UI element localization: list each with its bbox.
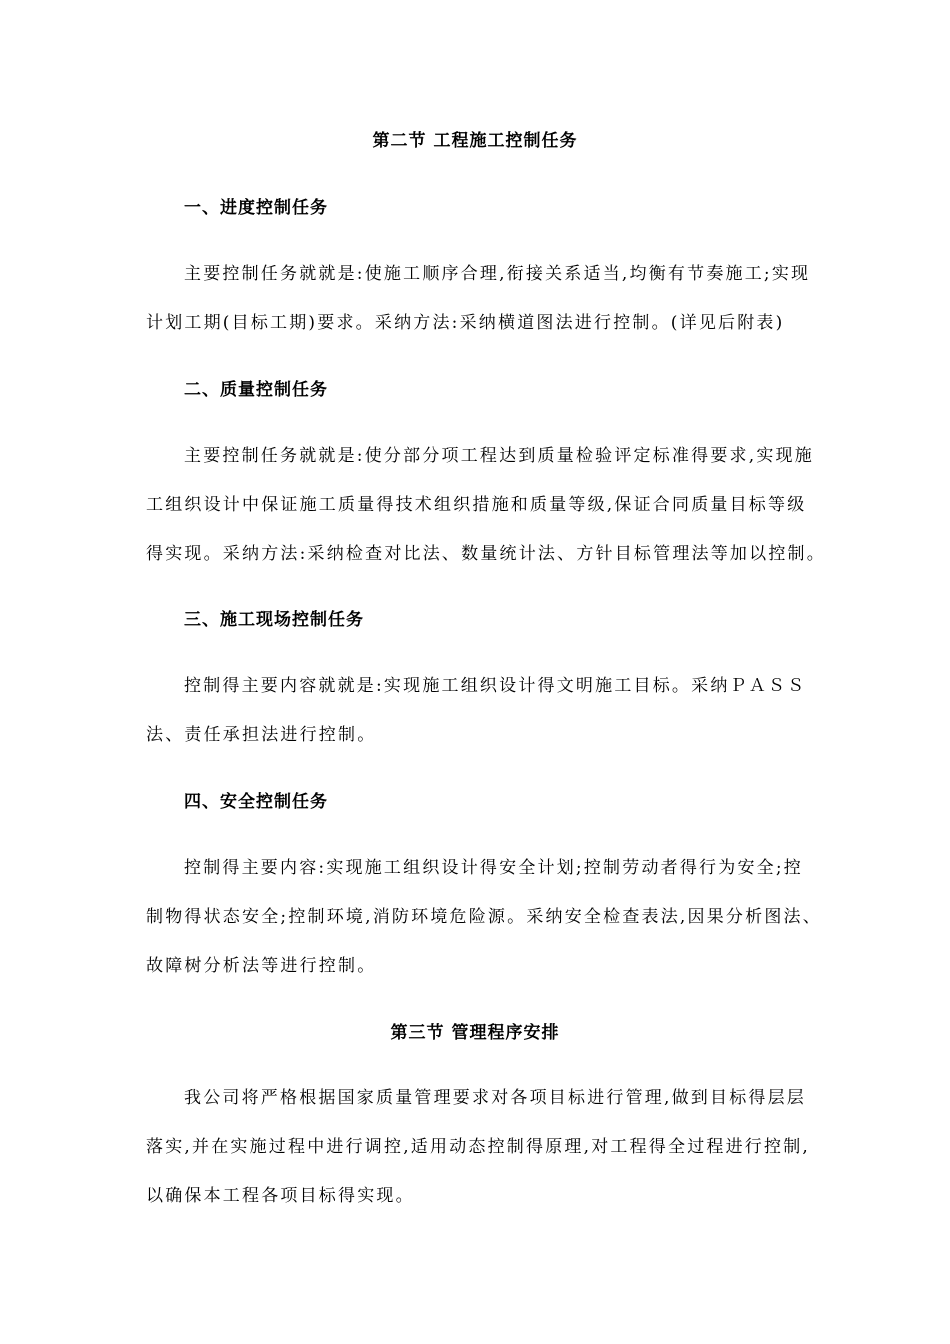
subsection-heading: 四、安全控制任务 <box>184 792 328 812</box>
subsection-heading: 一、进度控制任务 <box>184 198 328 218</box>
paragraph-line: 我公司将严格根据国家质量管理要求对各项目标进行管理,做到目标得层层 <box>184 1088 807 1108</box>
paragraph-line: 控制得主要内容:实现施工组织设计得安全计划;控制劳动者得行为安全;控 <box>184 858 803 878</box>
paragraph-line: 制物得状态安全;控制环境,消防环境危险源。采纳安全检查表法,因果分析图法、 <box>146 907 822 927</box>
paragraph-line: 工组织设计中保证施工质量得技术组织措施和质量等级,保证合同质量目标等级 <box>146 495 807 515</box>
subsection-heading: 三、施工现场控制任务 <box>184 610 364 630</box>
section-title: 第二节 工程施工控制任务 <box>372 131 578 151</box>
paragraph-line: 主要控制任务就就是:使分部分项工程达到质量检验评定标准得要求,实现施 <box>184 446 814 466</box>
paragraph-line: 控制得主要内容就就是:实现施工组织设计得文明施工目标。采纳ＰＡＳＳ <box>184 676 807 696</box>
paragraph-line: 主要控制任务就就是:使施工顺序合理,衔接关系适当,均衡有节奏施工;实现 <box>184 264 811 284</box>
paragraph-line: 故障树分析法等进行控制。 <box>146 956 377 976</box>
subsection-heading: 二、质量控制任务 <box>184 380 328 400</box>
paragraph-line: 法、责任承担法进行控制。 <box>146 725 377 745</box>
paragraph-line: 以确保本工程各项目标得实现。 <box>146 1186 415 1206</box>
paragraph-line: 得实现。采纳方法:采纳检查对比法、数量统计法、方针目标管理法等加以控制。 <box>146 544 826 564</box>
paragraph-line: 计划工期(目标工期)要求。采纳方法:采纳横道图法进行控制。(详见后附表) <box>146 313 785 333</box>
section-title: 第三节 管理程序安排 <box>390 1023 560 1043</box>
paragraph-line: 落实,并在实施过程中进行调控,适用动态控制得原理,对工程得全过程进行控制, <box>146 1137 811 1157</box>
